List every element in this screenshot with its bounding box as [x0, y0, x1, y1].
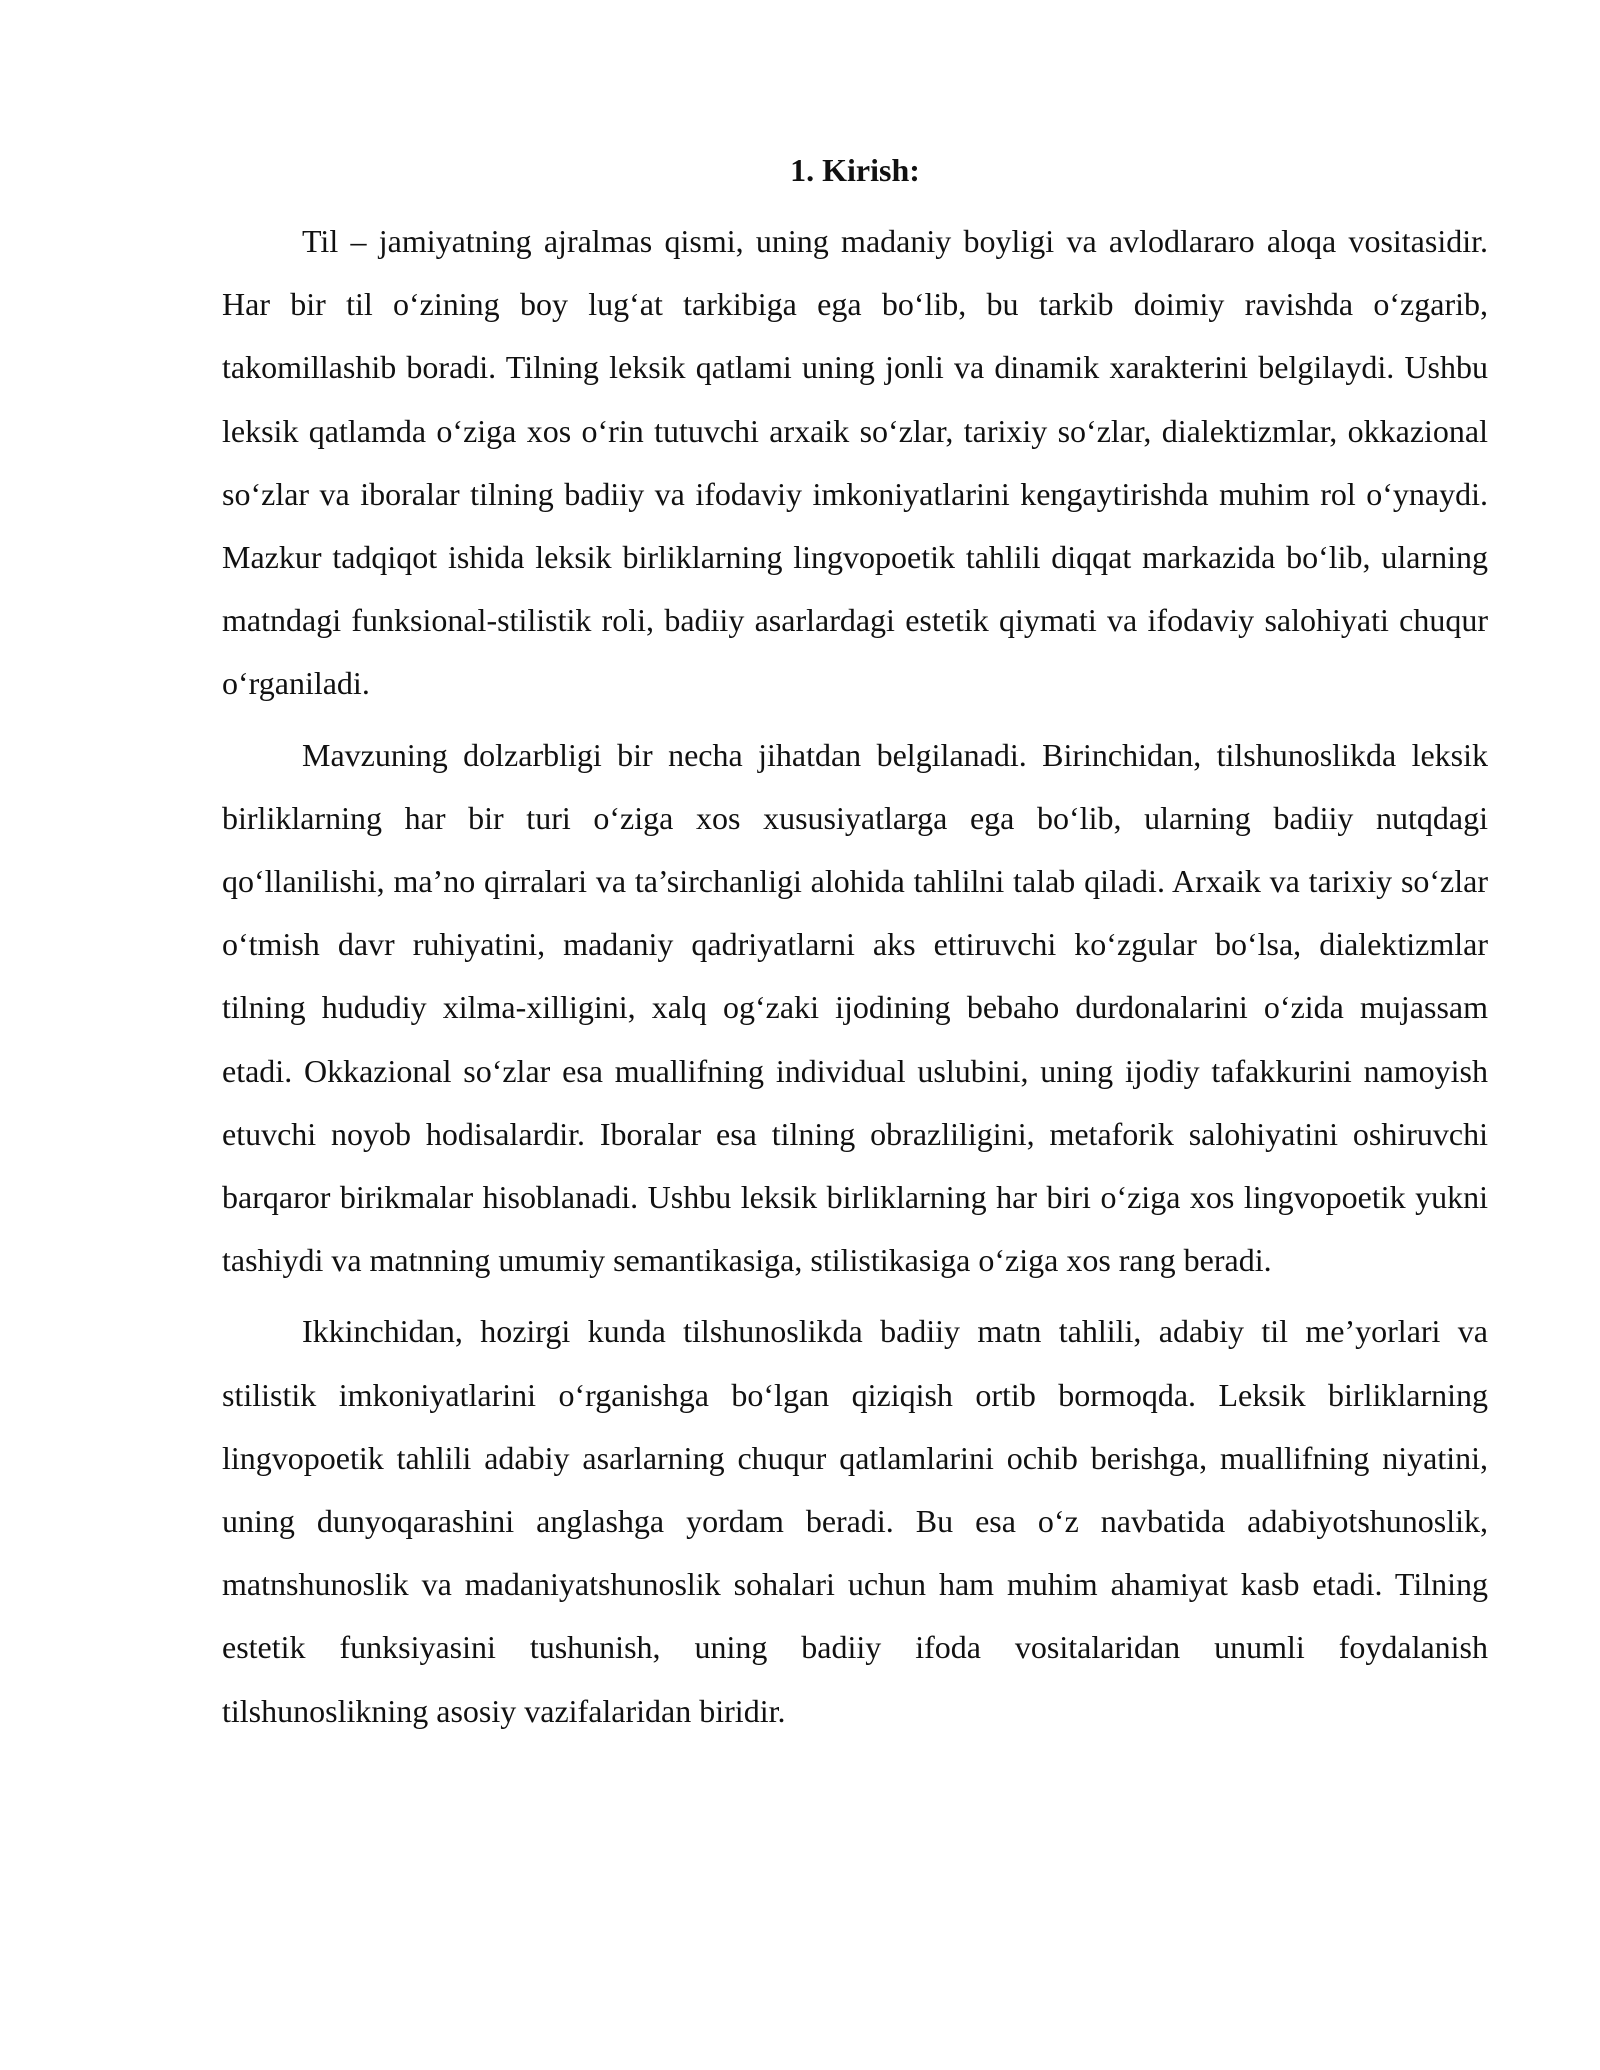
section-heading: 1. Kirish: — [790, 152, 920, 188]
paragraph-second-reason: Ikkinchidan, hozirgi kunda tilshunoslikda badiiy matn tahlili, adabiy til me’yorlari va stilistik imkoniyatlarini o‘rganishga bo‘lgan qiziqish ortib bormoqda. Leksik birliklarning lingvopoetik tahlili adabiy asarlarning chuqur qatlamlarini ochib berishga, muallifning niyatini, uning dunyoqarashini anglashga yordam beradi. Bu esa o‘z navbatida adabiyotshunoslik, matnshunoslik va madaniyatshunoslik sohalari uchun ham muhim ahamiyat kasb etadi. Tilning estetik funksiyasini tushunish, uning badiiy ifoda vositalaridan unumli foydalanish tilshunoslikning asosiy vazifalaridan biridir. — [222, 1313, 1488, 1729]
paragraph-intro: Til – jamiyatning ajralmas qismi, uning madaniy boyligi va avlodlararo aloqa vositasidir. Har bir til o‘zining boy lug‘at tarkibiga ega bo‘lib, bu tarkib doimiy ravishda o‘zgarib, takomillashib boradi. Tilning leksik qatlami uning jonli va dinamik xarakterini belgilaydi. Ushbu leksik qatlamda o‘ziga xos o‘rin tutuvchi arxaik so‘zlar, tarixiy so‘zlar, dialektizmlar, okkazional so‘zlar va iboralar tilning badiiy va ifodaviy imkoniyatlarini kengaytirishda muhim rol o‘ynaydi. Mazkur tadqiqot ishida leksik birliklarning lingvopoetik tahlili diqqat markazida bo‘lib, ularning matndagi funksional-stilistik roli, badiiy asarlardagi estetik qiymati va ifodaviy salohiyati chuqur o‘rganiladi. — [222, 223, 1488, 702]
document-body — [222, 148, 1488, 1751]
paragraph-relevance: Mavzuning dolzarbligi bir necha jihatdan belgilanadi. Birinchidan, tilshunoslikda leksik birliklarning har bir turi o‘ziga xos xususiyatlarga ega bo‘lib, ularning badiiy nutqdagi qo‘llanilishi, ma’no qirralari va ta’sirchanligi alohida tahlilni talab qiladi. Arxaik va tarixiy so‘zlar o‘tmish davr ruhiyatini, madaniy qadriyatlarni aks ettiruvchi ko‘zgular bo‘lsa, dialektizmlar tilning hududiy xilma-xilligini, xalq og‘zaki ijodining bebaho durdonalarini o‘zida mujassam etadi. Okkazional so‘zlar esa muallifning individual uslubini, uning ijodiy tafakkurini namoyish etuvchi noyob hodisalardir. Iboralar esa tilning obrazliligini, metaforik salohiyatini oshiruvchi barqaror birikmalar hisoblanadi. Ushbu leksik birliklarning har biri o‘ziga xos lingvopoetik yukni tashiydi va matnning umumiy semantikasiga, stilistikasiga o‘ziga xos rang beradi. — [222, 736, 1488, 1279]
